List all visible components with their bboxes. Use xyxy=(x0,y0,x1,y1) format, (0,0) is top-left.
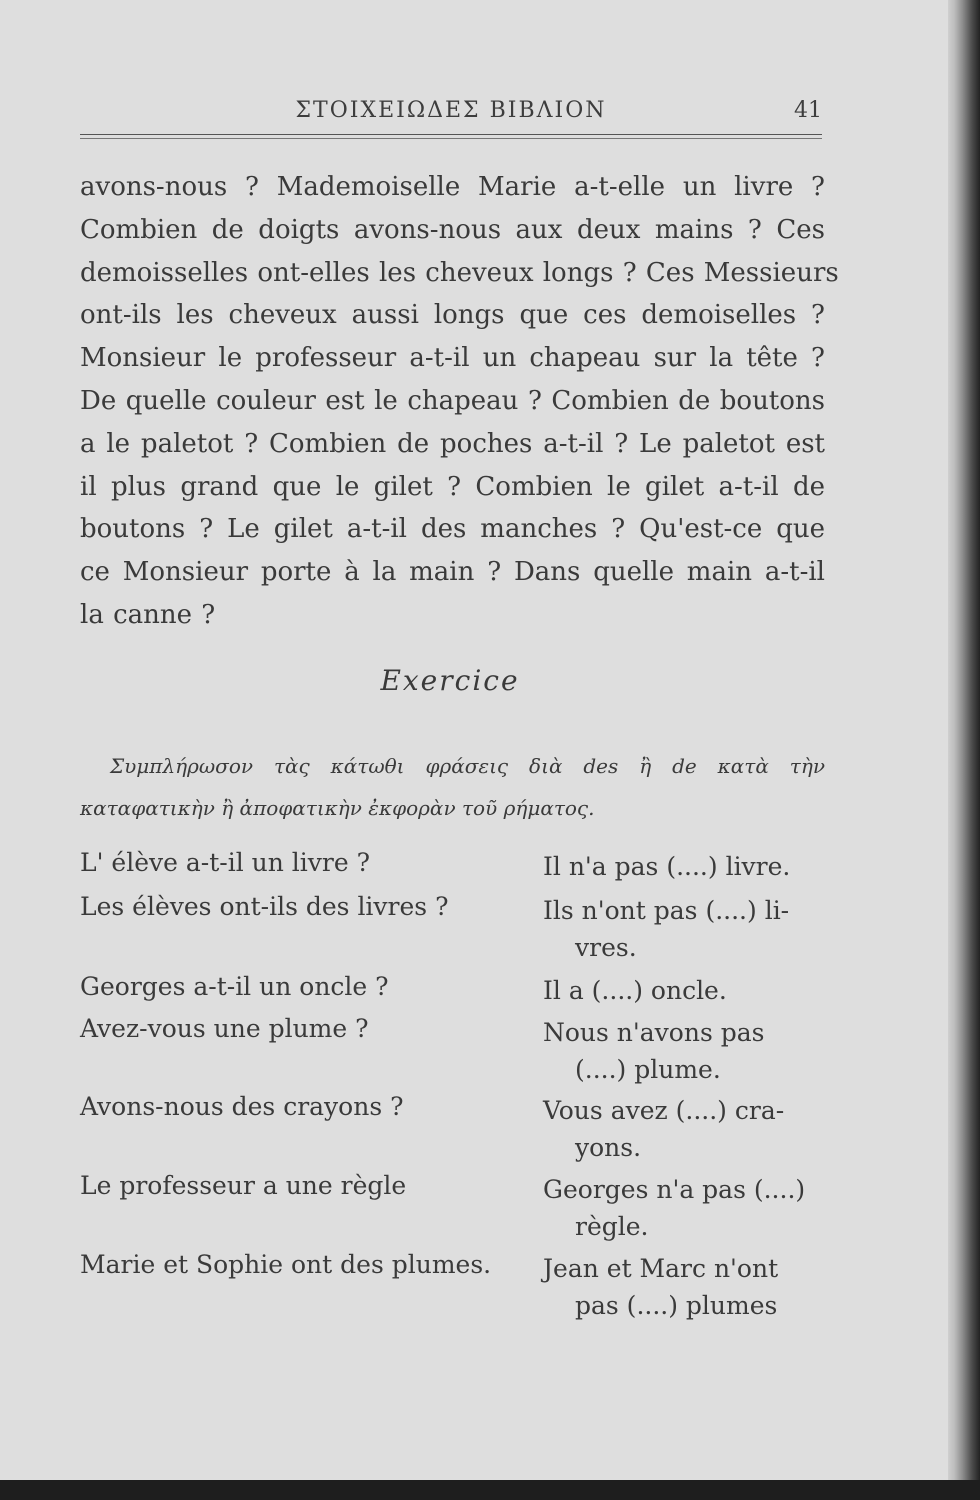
scan-bottom-border xyxy=(0,1480,980,1500)
exercise-question: Avons-nous des crayons ? xyxy=(80,1092,404,1121)
paragraph-line: boutons ? Le gilet a-t-il des manches ? Qu'est-ce que xyxy=(80,514,825,545)
exercise-answer xyxy=(543,848,828,885)
exercise-question: Les élèves ont-ils des livres ? xyxy=(80,892,449,921)
answer-line: Jean et Marc n'ont xyxy=(543,1254,779,1283)
exercise-answer xyxy=(543,1014,828,1088)
exercise-question: Marie et Sophie ont des plumes. xyxy=(80,1250,492,1279)
exercise-title: Exercice xyxy=(380,664,520,697)
answer-line: vres. xyxy=(575,933,637,962)
exercise-question: Georges a-t-il un oncle ? xyxy=(80,972,389,1001)
exercise-answer xyxy=(543,892,828,966)
exercise-answer xyxy=(543,1092,828,1166)
exercise-answer xyxy=(543,1250,828,1324)
answer-line: Vous avez (....) cra- xyxy=(543,1096,785,1125)
answer-line: Georges n'a pas (....) xyxy=(543,1175,806,1204)
paragraph-line: avons-nous ? Mademoiselle Marie a-t-elle un livre ? xyxy=(80,172,825,202)
instruction-line: καταφατικὴν ἢ ἀποφατικὴν ἐκφορὰν τοῦ ρήματος. xyxy=(80,796,595,820)
answer-line: yons. xyxy=(575,1133,642,1162)
answer-line: Nous n'avons pas xyxy=(543,1018,765,1047)
exercise-instruction xyxy=(80,745,825,829)
running-title: ΣΤΟΙΧΕΙΩΔΕΣ ΒΙΒΛΙΟΝ xyxy=(295,98,607,123)
exercise-question: Avez-vous une plume ? xyxy=(80,1014,369,1043)
paragraph-line: ce Monsieur porte à la main ? Dans quelle main a-t-il xyxy=(80,557,825,588)
answer-line: Il n'a pas (....) livre. xyxy=(543,852,791,881)
answer-line: règle. xyxy=(575,1212,649,1241)
header-rule-secondary xyxy=(80,138,822,139)
paragraph-line: demoisselles ont-elles les cheveux longs ? Ces Messieurs xyxy=(80,257,839,288)
paragraph-line: De quelle couleur est le chapeau ? Combien de boutons xyxy=(80,385,825,416)
exercise-answer xyxy=(543,972,828,1009)
page-edge-shadow xyxy=(948,0,980,1480)
answer-line: Ils n'ont pas (....) li- xyxy=(543,896,790,925)
running-header xyxy=(80,96,822,136)
reading-paragraph xyxy=(80,166,839,637)
paragraph-line: la canne ? xyxy=(80,599,216,630)
paragraph-line: a le paletot ? Combien de poches a-t-il ? Le paletot est xyxy=(80,428,825,459)
exercise-question: Le professeur a une règle xyxy=(80,1171,407,1200)
instruction-line: Συμπλήρωσον τὰς κάτωθι φράσεις διὰ des ἢ de κατὰ τὴν xyxy=(110,754,825,778)
paragraph-line: Monsieur le professeur a-t-il un chapeau sur la tête ? xyxy=(80,343,825,374)
paragraph-line: il plus grand que le gilet ? Combien le gilet a-t-il de xyxy=(80,471,825,502)
answer-line: pas (....) plumes xyxy=(575,1291,778,1320)
answer-line: (....) plume. xyxy=(575,1055,721,1084)
header-rule xyxy=(80,134,822,135)
exercise-question: L' élève a-t-il un livre ? xyxy=(80,848,371,877)
paragraph-line: ont-ils les cheveux aussi longs que ces demoiselles ? xyxy=(80,300,825,331)
exercise-answer xyxy=(543,1171,828,1245)
page-number: 41 xyxy=(794,98,822,123)
answer-line: Il a (....) oncle. xyxy=(543,976,727,1005)
paragraph-line: Combien de doigts avons-nous aux deux mains ? Ces xyxy=(80,214,825,245)
